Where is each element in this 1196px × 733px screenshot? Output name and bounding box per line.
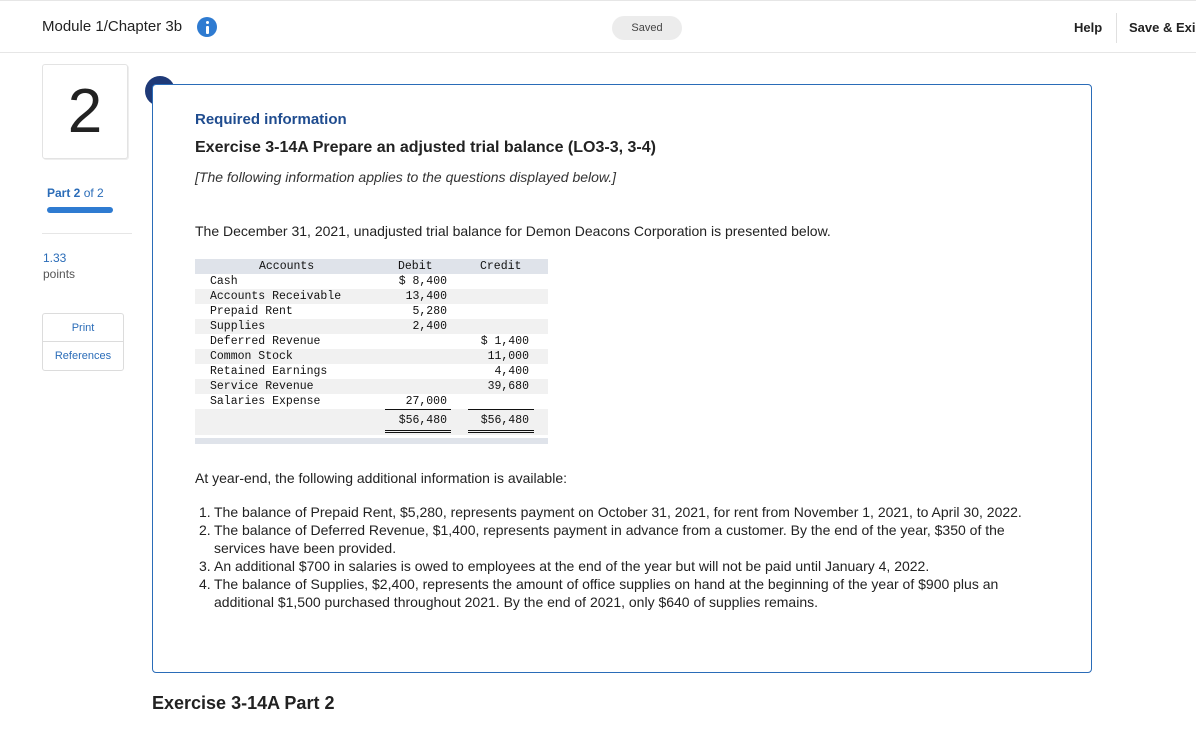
table-row bbox=[195, 334, 548, 349]
list-item bbox=[195, 521, 1055, 557]
part-total: of 2 bbox=[80, 186, 104, 200]
references-button[interactable]: References bbox=[54, 350, 112, 362]
debit-header: Debit bbox=[398, 260, 433, 273]
account-name: Prepaid Rent bbox=[210, 305, 293, 318]
table-row bbox=[195, 379, 548, 394]
credit-double-underline bbox=[468, 430, 534, 433]
list-item bbox=[195, 575, 1055, 611]
additional-info-list bbox=[195, 503, 1055, 611]
question-number: 2 bbox=[67, 77, 103, 146]
table-footer-bar bbox=[195, 438, 548, 444]
list-number: 3. bbox=[199, 558, 211, 574]
debit-value: 5,280 bbox=[412, 305, 447, 318]
required-info-heading: Required information bbox=[195, 111, 347, 128]
account-name: Retained Earnings bbox=[210, 365, 328, 378]
credit-header: Credit bbox=[480, 260, 522, 273]
credit-value: 4,400 bbox=[494, 365, 529, 378]
print-button[interactable]: Print bbox=[43, 314, 123, 342]
list-number: 4. bbox=[199, 576, 211, 592]
debit-double-underline bbox=[385, 430, 451, 433]
sidebar-actions bbox=[42, 313, 124, 371]
table-row bbox=[195, 304, 548, 319]
totals-row bbox=[195, 409, 548, 435]
table-row bbox=[195, 349, 548, 364]
table-row bbox=[195, 289, 548, 304]
table-row bbox=[195, 394, 548, 409]
header-divider bbox=[1116, 13, 1117, 43]
list-number: 2. bbox=[199, 522, 211, 538]
applies-note: [The following information applies to the questions displayed below.] bbox=[195, 169, 617, 185]
question-number-box bbox=[42, 64, 128, 159]
credit-value: 39,680 bbox=[487, 380, 529, 393]
table-row bbox=[195, 364, 548, 379]
account-name: Service Revenue bbox=[210, 380, 314, 393]
credit-total: $56,480 bbox=[480, 414, 529, 427]
table-row bbox=[195, 319, 548, 334]
account-name: Common Stock bbox=[210, 350, 293, 363]
list-item bbox=[195, 503, 1055, 521]
list-text: An additional $700 in salaries is owed to employees at the end of the year but will not be paid until January 4, 2022. bbox=[214, 558, 930, 574]
points-label: points bbox=[43, 267, 76, 281]
trial-balance-table bbox=[195, 259, 548, 444]
account-name: Supplies bbox=[210, 320, 266, 333]
saved-status-badge: Saved bbox=[612, 16, 682, 40]
account-name: Cash bbox=[210, 275, 238, 288]
additional-info-intro: At year-end, the following additional information is available: bbox=[195, 470, 567, 486]
debit-total: $56,480 bbox=[398, 414, 447, 427]
accounts-header: Accounts bbox=[259, 260, 315, 273]
account-name: Accounts Receivable bbox=[210, 290, 342, 303]
info-icon[interactable] bbox=[197, 17, 217, 37]
intro-text: The December 31, 2021, unadjusted trial balance for Demon Deacons Corporation is presented below. bbox=[195, 223, 831, 239]
save-exit-button[interactable]: Save & Exi bbox=[1129, 20, 1196, 35]
exercise-title: Exercise 3-14A Prepare an adjusted trial balance (LO3-3, 3-4) bbox=[195, 139, 656, 156]
help-button[interactable]: Help bbox=[1074, 20, 1103, 35]
credit-value: 11,000 bbox=[487, 350, 529, 363]
list-item bbox=[195, 557, 1055, 575]
part-indicator bbox=[47, 186, 104, 200]
credit-value: $ 1,400 bbox=[480, 335, 529, 348]
table-header-row bbox=[195, 259, 548, 274]
debit-value: 27,000 bbox=[405, 395, 447, 408]
debit-value: 2,400 bbox=[412, 320, 447, 333]
points-value: 1.33 bbox=[43, 251, 67, 265]
top-bar bbox=[0, 0, 1196, 53]
part-progress-bar bbox=[47, 207, 113, 213]
account-name: Deferred Revenue bbox=[210, 335, 321, 348]
list-text: The balance of Supplies, $2,400, represents the amount of office supplies on hand at the beginning of the year of $900 plus an additional $1,500 purchased throughout 2021. By the end of 2021, only $640 of supplies remains. bbox=[214, 576, 999, 610]
table-row bbox=[195, 274, 548, 289]
sidebar-divider bbox=[42, 233, 132, 234]
part-heading: Exercise 3-14A Part 2 bbox=[152, 693, 335, 713]
list-number: 1. bbox=[199, 504, 211, 520]
module-title: Module 1/Chapter 3b bbox=[42, 18, 183, 35]
debit-value: $ 8,400 bbox=[398, 275, 447, 288]
list-text: The balance of Prepaid Rent, $5,280, represents payment on October 31, 2021, for rent from November 1, 2021, to April 30, 2022. bbox=[214, 504, 1022, 520]
debit-value: 13,400 bbox=[405, 290, 447, 303]
credit-underline bbox=[468, 409, 534, 410]
debit-underline bbox=[385, 409, 451, 410]
part-current: Part 2 bbox=[47, 186, 81, 200]
account-name: Salaries Expense bbox=[210, 395, 321, 408]
list-text: The balance of Deferred Revenue, $1,400, represents payment in advance from a customer. By the end of the year, $350 of the services have been provided. bbox=[214, 522, 1005, 556]
required-info-card bbox=[152, 84, 1092, 673]
